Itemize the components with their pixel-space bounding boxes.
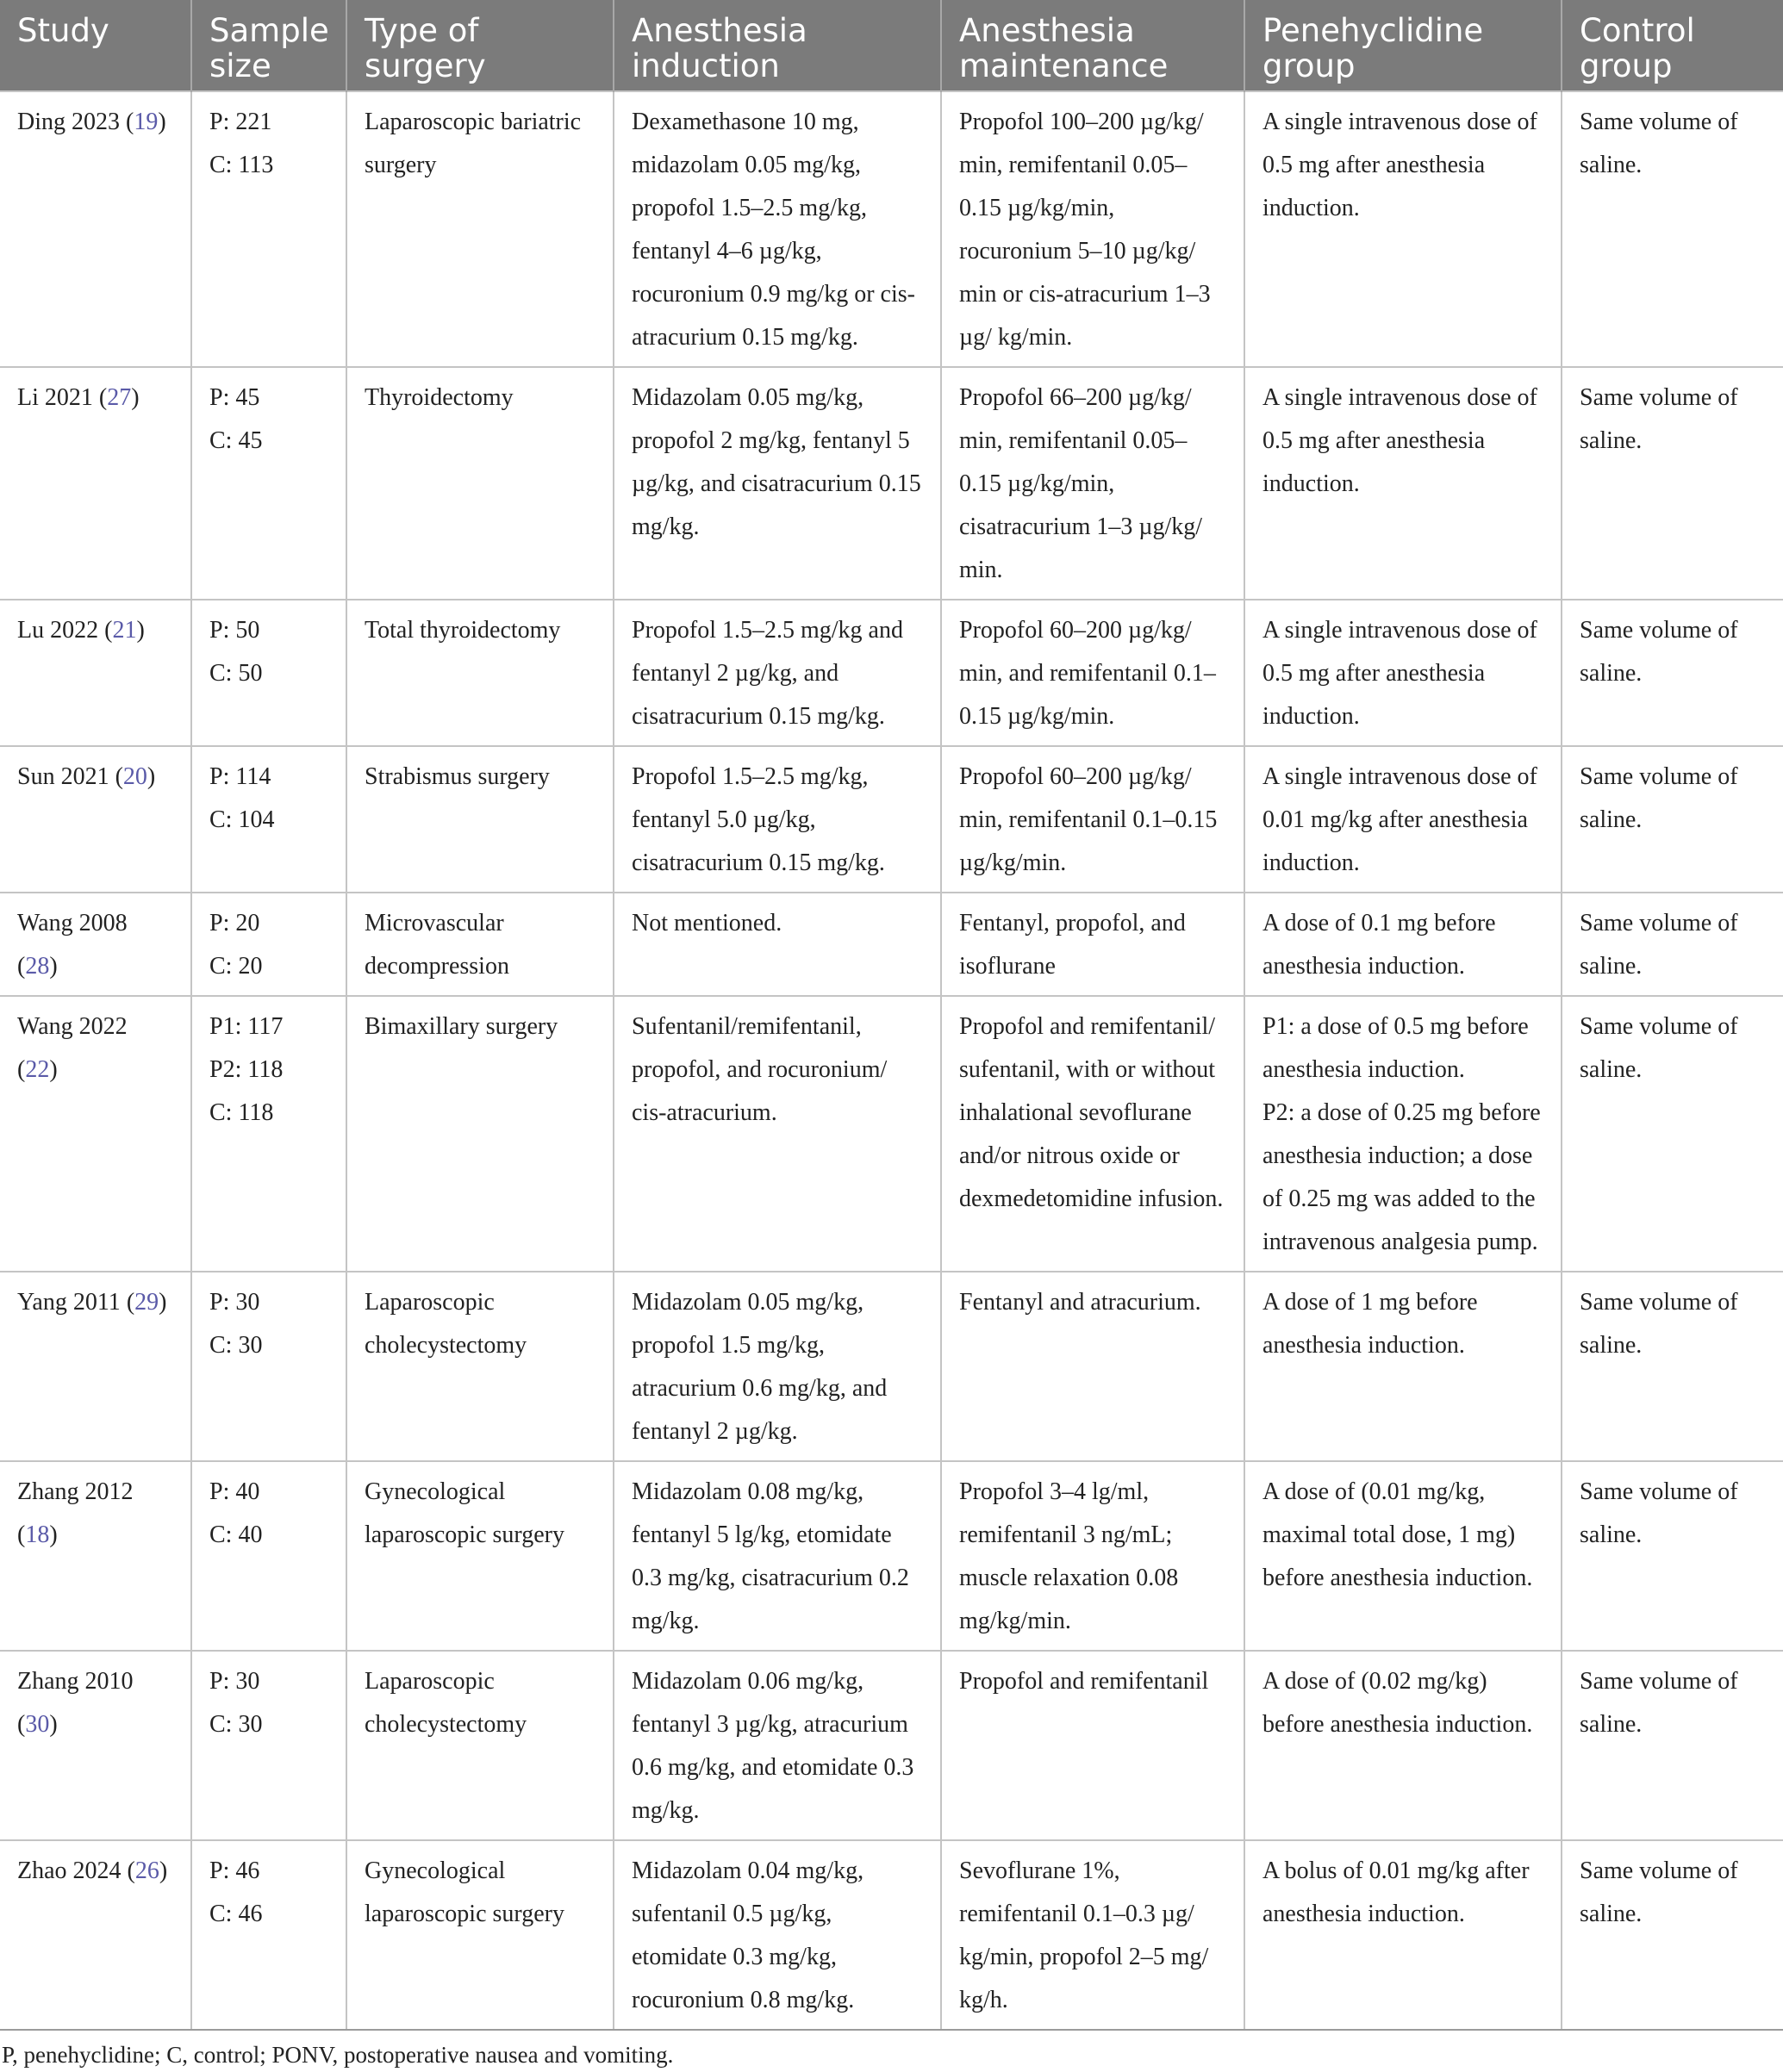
cell-anesthesia-induction: Propofol 1.5–2.5 mg/kg and fentanyl 2 µg/kg, and cisatracurium 0.15 mg/kg. [614,600,941,746]
sample-size-line: C: 46 [209,1901,263,1927]
study-name: Yang 2011 [17,1289,121,1316]
sample-size-line: P: 46 [209,1857,260,1884]
sample-size-line: C: 118 [209,1099,274,1126]
cell-anesthesia-maintenance: Fentanyl, propofol, and isoflurane [941,893,1244,996]
cell-control-group: Same volume of saline. [1562,1840,1783,2030]
cell-type-of-surgery: Gynecological laparoscopic surgery [346,1461,614,1651]
reference-link[interactable]: 28 [25,953,50,980]
reference-link[interactable]: 29 [134,1289,159,1316]
cell-control-group: Same volume of saline. [1562,996,1783,1272]
study-name: Zhang 2012 [17,1478,134,1505]
header-sample-size: Sample size [191,0,346,91]
cell-penehyclidine-group [1244,893,1562,996]
table-header-row [0,0,1783,91]
sample-size-line: P: 40 [209,1478,260,1505]
sample-size-line: P: 30 [209,1668,260,1695]
sample-size-line: C: 113 [209,152,274,178]
penehyclidine-dose-text: A bolus of 0.01 mg/kg after anesthesia induction. [1262,1857,1530,1927]
sample-size-line: P: 45 [209,384,260,411]
table-row [0,600,1783,746]
reference-link[interactable]: 20 [122,763,147,790]
cell-type-of-surgery: Gynecological laparoscopic surgery [346,1840,614,2030]
header-control-group: Control group [1562,0,1783,91]
cell-study: Wang 2022 (22) [0,996,191,1272]
cell-anesthesia-induction: Propofol 1.5–2.5 mg/kg, fentanyl 5.0 µg/kg, cisatracurium 0.15 mg/kg. [614,746,941,893]
cell-study: Yang 2011 (29) [0,1272,191,1461]
sample-size-line: P: 30 [209,1289,260,1316]
cell-sample-size [191,1651,346,1840]
cell-type-of-surgery: Microvascular decompression [346,893,614,996]
cell-sample-size [191,91,346,367]
cell-sample-size [191,1840,346,2030]
reference-link[interactable]: 19 [134,109,159,135]
table-row [0,1461,1783,1651]
cell-study: Zhang 2012 (18) [0,1461,191,1651]
cell-anesthesia-induction: Not mentioned. [614,893,941,996]
sample-size-line: C: 40 [209,1521,263,1548]
cell-study: Lu 2022 (21) [0,600,191,746]
cell-penehyclidine-group [1244,746,1562,893]
cell-control-group: Same volume of saline. [1562,893,1783,996]
cell-sample-size [191,746,346,893]
cell-anesthesia-maintenance: Fentanyl and atracurium. [941,1272,1244,1461]
cell-sample-size [191,600,346,746]
cell-penehyclidine-group [1244,996,1562,1272]
cell-anesthesia-induction: Midazolam 0.05 mg/kg, propofol 1.5 mg/kg, atracurium 0.6 mg/kg, and fentanyl 2 µg/kg. [614,1272,941,1461]
study-name: Li 2021 [17,384,93,411]
cell-control-group: Same volume of saline. [1562,746,1783,893]
cell-type-of-surgery: Laparoscopic cholecystectomy [346,1651,614,1840]
sample-size-line: P: 20 [209,910,260,936]
penehyclidine-dose-text: A single intravenous dose of 0.01 mg/kg after anesthesia induction. [1262,763,1537,876]
sample-size-line: P: 50 [209,617,260,644]
cell-anesthesia-induction: Midazolam 0.08 mg/kg, fentanyl 5 lg/kg, etomidate 0.3 mg/kg, cisatracurium 0.2 mg/kg. [614,1461,941,1651]
sample-size-line: C: 30 [209,1332,263,1359]
penehyclidine-dose-text: A single intravenous dose of 0.5 mg after anesthesia induction. [1262,384,1537,497]
cell-sample-size [191,1272,346,1461]
cell-type-of-surgery: Laparoscopic cholecystectomy [346,1272,614,1461]
cell-anesthesia-induction: Dexamethasone 10 mg, midazolam 0.05 mg/kg, propofol 1.5–2.5 mg/kg, fentanyl 4–6 µg/kg, rocuronium 0.9 mg/kg or cis-atracurium 0.15 mg/kg. [614,91,941,367]
cell-type-of-surgery: Bimaxillary surgery [346,996,614,1272]
table-row [0,893,1783,996]
penehyclidine-dose-text: A single intravenous dose of 0.5 mg after anesthesia induction. [1262,617,1537,730]
cell-anesthesia-induction: Midazolam 0.06 mg/kg, fentanyl 3 µg/kg, atracurium 0.6 mg/kg, and etomidate 0.3 mg/kg. [614,1651,941,1840]
table-row [0,1651,1783,1840]
header-type-of-surgery: Type of surgery [346,0,614,91]
cell-study: Zhang 2010 (30) [0,1651,191,1840]
cell-study: Zhao 2024 (26) [0,1840,191,2030]
sample-size-line: C: 30 [209,1711,263,1738]
penehyclidine-dose-text: P1: a dose of 0.5 mg before anesthesia induction. [1262,1013,1529,1083]
cell-type-of-surgery: Thyroidectomy [346,367,614,600]
cell-anesthesia-maintenance: Sevoflurane 1%, remifentanil 0.1–0.3 µg/ kg/min, propofol 2–5 mg/ kg/h. [941,1840,1244,2030]
cell-study: Wang 2008 (28) [0,893,191,996]
cell-anesthesia-maintenance: Propofol 66–200 µg/kg/ min, remifentanil 0.05–0.15 µg/kg/min, cisatracurium 1–3 µg/kg/ min. [941,367,1244,600]
cell-sample-size [191,996,346,1272]
cell-control-group: Same volume of saline. [1562,600,1783,746]
cell-type-of-surgery: Laparoscopic bariatric surgery [346,91,614,367]
sample-size-line: P: 221 [209,109,272,135]
study-name: Sun 2021 [17,763,109,790]
cell-penehyclidine-group [1244,600,1562,746]
cell-anesthesia-maintenance: Propofol 100–200 µg/kg/ min, remifentanil 0.05–0.15 µg/kg/min, rocuronium 5–10 µg/kg/ min or cis-atracurium 1–3 µg/ kg/min. [941,91,1244,367]
cell-anesthesia-induction: Midazolam 0.04 mg/kg, sufentanil 0.5 µg/kg, etomidate 0.3 mg/kg, rocuronium 0.8 mg/kg. [614,1840,941,2030]
sample-size-line: C: 50 [209,660,263,687]
table-body [0,91,1783,2030]
cell-study: Ding 2023 (19) [0,91,191,367]
sample-size-line: C: 20 [209,953,263,980]
cell-anesthesia-maintenance: Propofol 60–200 µg/kg/ min, and remifentanil 0.1–0.15 µg/kg/min. [941,600,1244,746]
header-penehyclidine-group: Penehyclidine group [1244,0,1562,91]
sample-size-line: P2: 118 [209,1056,284,1083]
penehyclidine-dose-text: P2: a dose of 0.25 mg before anesthesia induction; a dose of 0.25 mg was added to the intravenous analgesia pump. [1262,1099,1541,1255]
reference-link[interactable]: 30 [25,1711,50,1738]
sample-size-line: P1: 117 [209,1013,284,1040]
cell-anesthesia-maintenance: Propofol 3–4 lg/ml, remifentanil 3 ng/mL; muscle relaxation 0.08 mg/kg/min. [941,1461,1244,1651]
cell-anesthesia-maintenance: Propofol and remifentanil [941,1651,1244,1840]
study-name: Zhao 2024 [17,1857,122,1884]
study-name: Ding 2023 [17,109,120,135]
penehyclidine-dose-text: A single intravenous dose of 0.5 mg after anesthesia induction. [1262,109,1537,221]
study-name: Zhang 2010 [17,1668,134,1695]
cell-penehyclidine-group [1244,91,1562,367]
table-row [0,1272,1783,1461]
cell-anesthesia-induction: Sufentanil/remifentanil, propofol, and rocuronium/ cis-atracurium. [614,996,941,1272]
penehyclidine-dose-text: A dose of 0.1 mg before anesthesia induction. [1262,910,1496,980]
cell-sample-size [191,893,346,996]
reference-link[interactable]: 21 [112,617,137,644]
study-name: Wang 2008 [17,910,128,936]
cell-control-group: Same volume of saline. [1562,1651,1783,1840]
study-name: Wang 2022 [17,1013,128,1040]
table-row [0,746,1783,893]
sample-size-line: P: 114 [209,763,271,790]
cell-sample-size [191,1461,346,1651]
cell-type-of-surgery: Total thyroidectomy [346,600,614,746]
cell-control-group: Same volume of saline. [1562,1272,1783,1461]
cell-type-of-surgery: Strabismus surgery [346,746,614,893]
table-row [0,996,1783,1272]
penehyclidine-dose-text: A dose of 1 mg before anesthesia induction. [1262,1289,1478,1359]
sample-size-line: C: 104 [209,806,275,833]
table-row [0,91,1783,367]
cell-anesthesia-maintenance: Propofol 60–200 µg/kg/ min, remifentanil 0.1–0.15 µg/kg/min. [941,746,1244,893]
study-name: Lu 2022 [17,617,99,644]
cell-study: Sun 2021 (20) [0,746,191,893]
header-anesthesia-maintenance: Anesthesia maintenance [941,0,1244,91]
table-footnote: P, penehyclidine; C, control; PONV, postoperative nausea and vomiting. [2,2042,674,2068]
table-row [0,1840,1783,2030]
sample-size-line: C: 45 [209,427,263,454]
reference-link[interactable]: 22 [25,1056,50,1083]
cell-anesthesia-maintenance: Propofol and remifentanil/ sufentanil, with or without inhalational sevoflurane and/or nitrous oxide or dexmedetomidine infusion. [941,996,1244,1272]
cell-penehyclidine-group [1244,1651,1562,1840]
header-anesthesia-induction: Anesthesia induction [614,0,941,91]
cell-control-group: Same volume of saline. [1562,91,1783,367]
header-study: Study [0,0,191,91]
penehyclidine-dose-text: A dose of (0.01 mg/kg, maximal total dose, 1 mg) before anesthesia induction. [1262,1478,1533,1591]
cell-penehyclidine-group [1244,1461,1562,1651]
cell-penehyclidine-group [1244,1840,1562,2030]
cell-control-group: Same volume of saline. [1562,367,1783,600]
cell-control-group: Same volume of saline. [1562,1461,1783,1651]
cell-sample-size [191,367,346,600]
penehyclidine-dose-text: A dose of (0.02 mg/kg) before anesthesia induction. [1262,1668,1533,1738]
cell-anesthesia-induction: Midazolam 0.05 mg/kg, propofol 2 mg/kg, fentanyl 5 µg/kg, and cisatracurium 0.15 mg/kg. [614,367,941,600]
reference-link[interactable]: 26 [134,1857,159,1884]
cell-penehyclidine-group [1244,367,1562,600]
cell-penehyclidine-group [1244,1272,1562,1461]
cell-study: Li 2021 (27) [0,367,191,600]
table-row [0,367,1783,600]
reference-link[interactable]: 27 [107,384,132,411]
reference-link[interactable]: 18 [25,1521,50,1548]
